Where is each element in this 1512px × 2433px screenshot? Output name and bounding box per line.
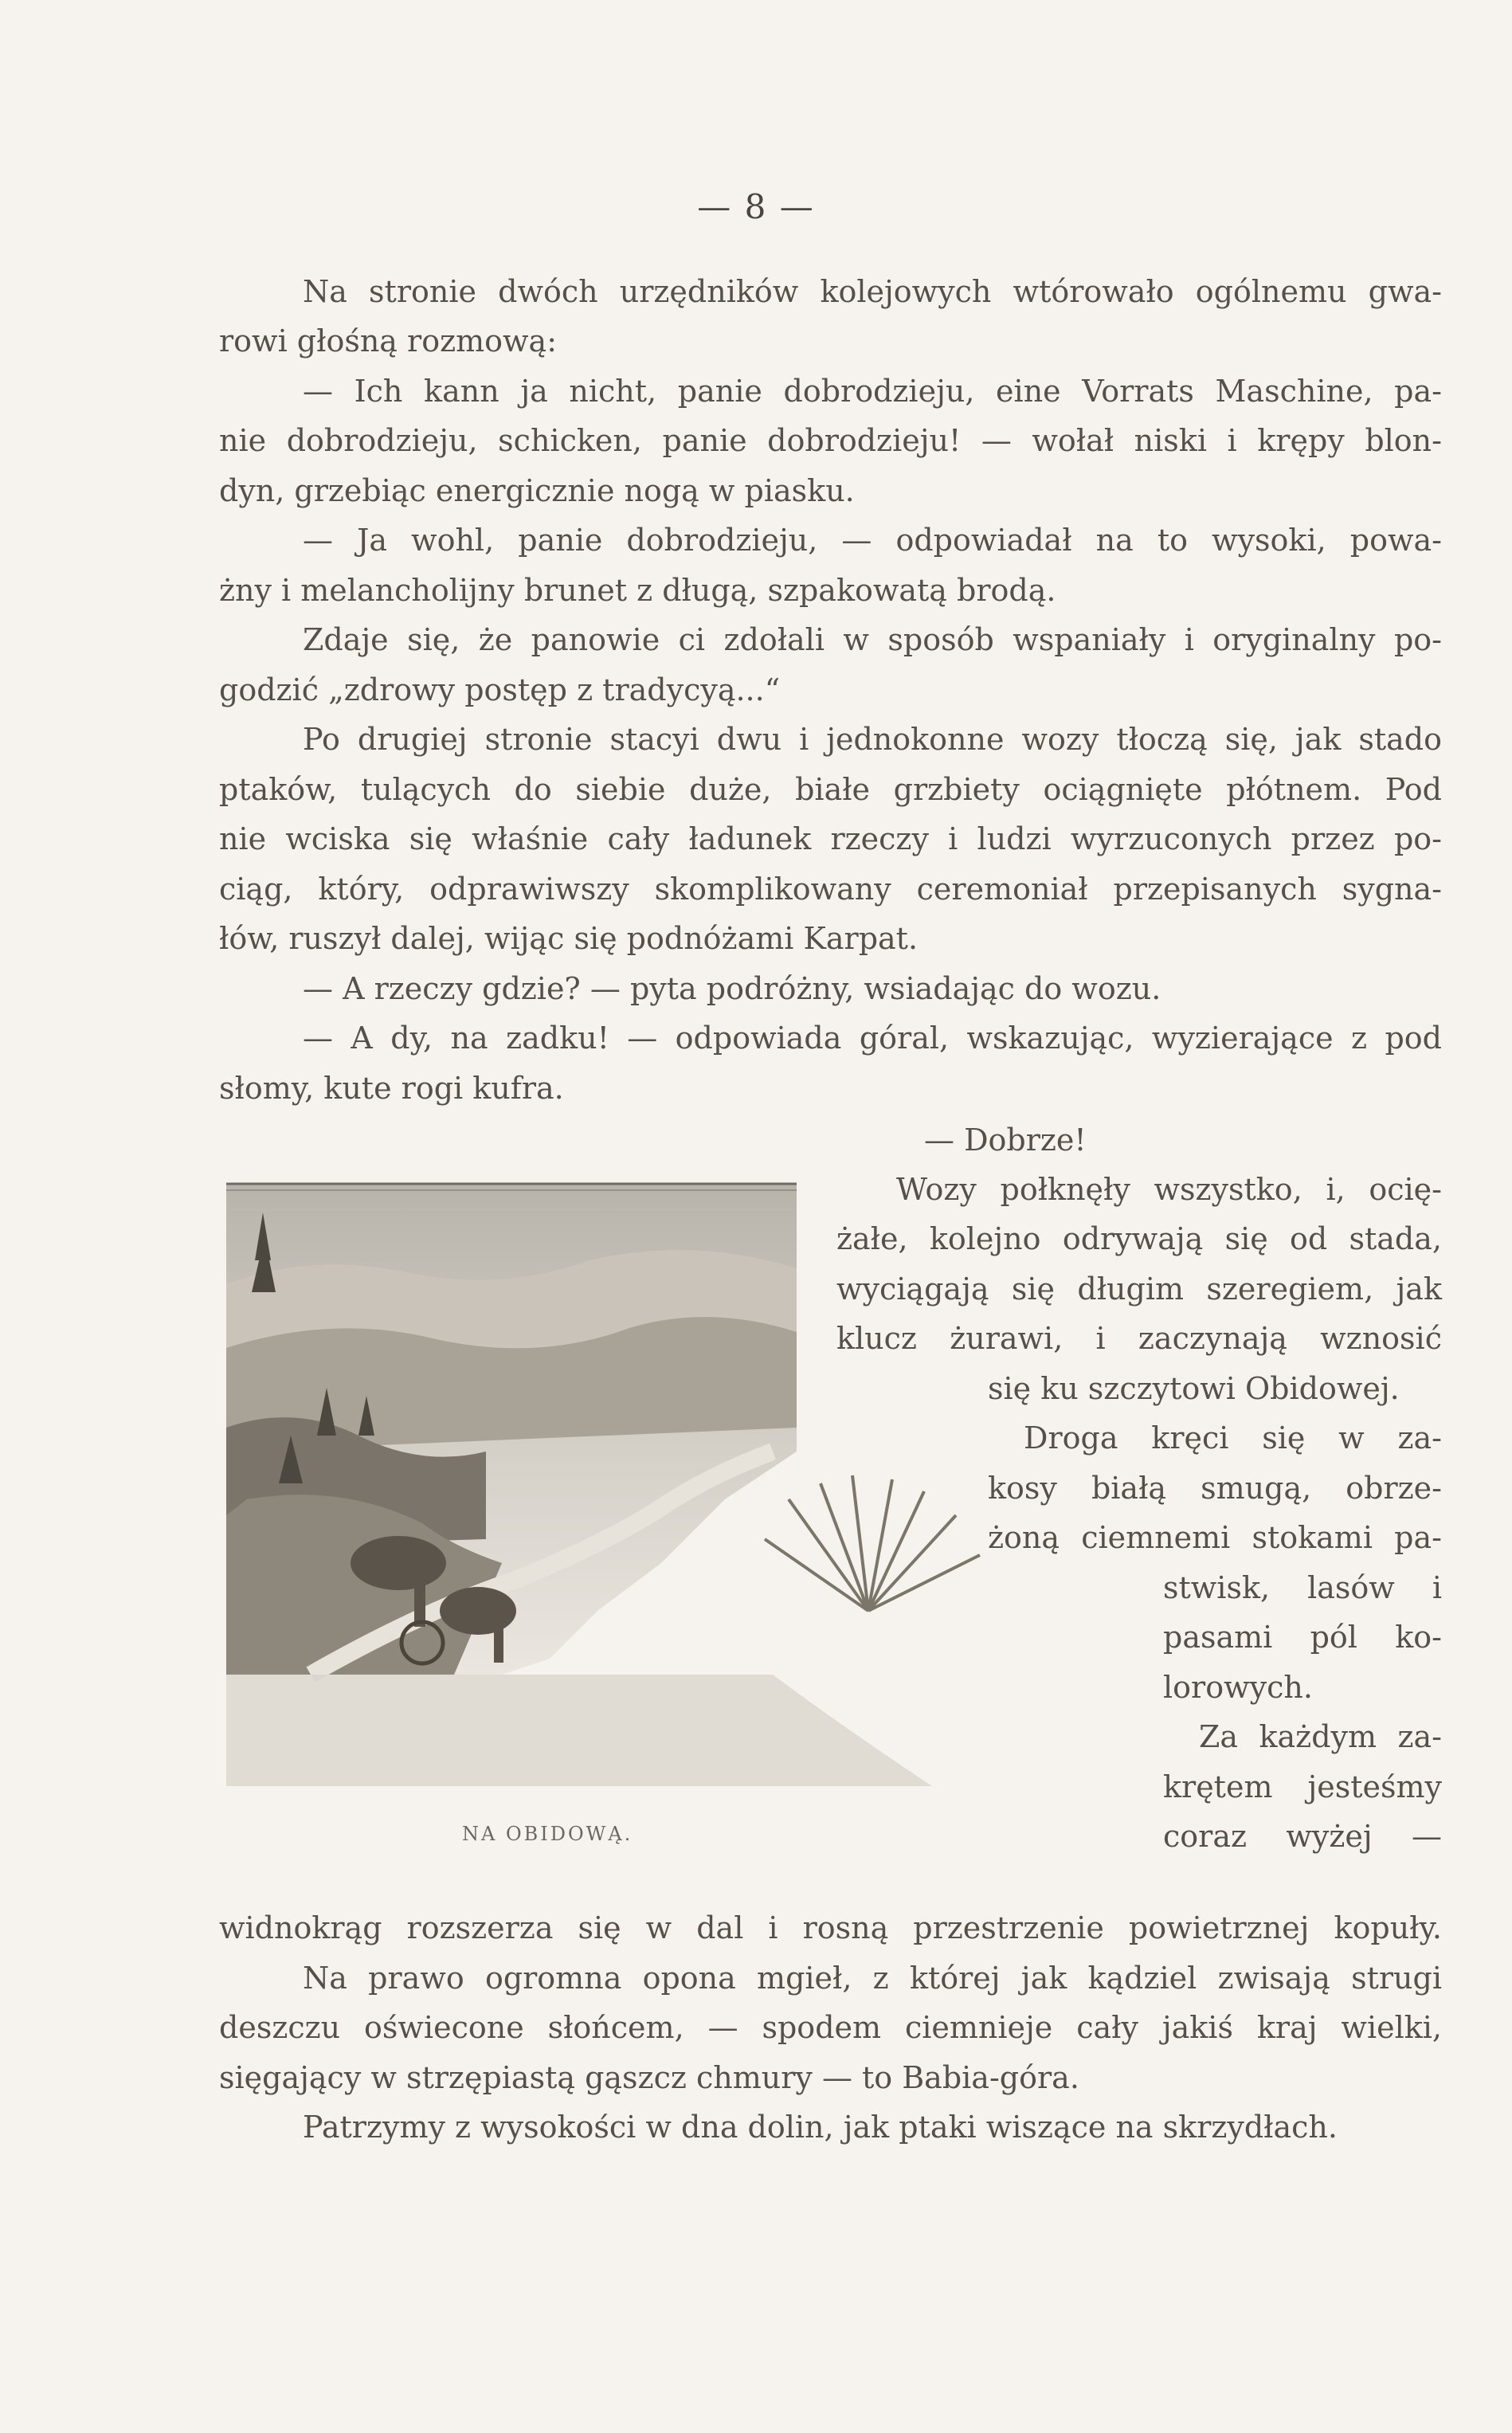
illustration-caption: NA OBIDOWĄ. xyxy=(462,1823,633,1845)
text-line: — A rzeczy gdzie? — pyta podróżny, wsiadając do wozu. xyxy=(303,971,1161,1006)
text-line: Patrzymy z wysokości w dna dolin, jak ptaki wiszące na skrzydłach. xyxy=(303,2110,1338,2145)
text-line: pasami pól ko- xyxy=(1163,1620,1442,1655)
illustration-mountain-road xyxy=(215,1165,1155,1812)
text-line: widnokrąg rozszerza się w dal i rosną przestrzenie powietrznej kopuły. xyxy=(219,1910,1442,1945)
text-line: żałe, kolejno odrywają się od stada, xyxy=(836,1221,1442,1256)
text-line: rowi głośną rozmową: xyxy=(219,323,557,358)
text-line: Droga kręci się w za- xyxy=(1024,1420,1442,1455)
text-line: coraz wyżej — xyxy=(1163,1819,1442,1854)
text-line: Wozy połknęły wszystko, i, ocię- xyxy=(896,1172,1442,1207)
text-line: deszczu oświecone słońcem, — spodem ciemnieje cały jakiś kraj wielki, xyxy=(219,2010,1442,2045)
grass-rays xyxy=(765,1475,980,1611)
text-line: żny i melancholijny brunet z długą, szpakowatą brodą. xyxy=(219,573,1056,608)
text-line: sięgający w strzępiastą gąszcz chmury — to Babia-góra. xyxy=(219,2060,1079,2095)
text-line: Po drugiej stronie stacyi dwu i jednokonne wozy tłoczą się, jak stado xyxy=(303,722,1442,757)
text-line: — Ich kann ja nicht, panie dobrodzieju, eine Vorrats Maschine, pa- xyxy=(303,374,1442,409)
text-line: dyn, grzebiąc energicznie nogą w piasku. xyxy=(219,473,855,508)
text-line: Zdaje się, że panowie ci zdołali w sposób wspaniały i oryginalny po- xyxy=(303,622,1442,657)
text-line: nie wciska się właśnie cały ładunek rzeczy i ludzi wyrzuconych przez po- xyxy=(219,821,1442,856)
text-line: lorowych. xyxy=(1163,1670,1313,1705)
text-line: ptaków, tulących do siebie duże, białe grzbiety ociągnięte płótnem. Pod xyxy=(219,772,1442,807)
text-line: Za każdym za- xyxy=(1199,1719,1442,1754)
text-line: słomy, kute rogi kufra. xyxy=(219,1071,564,1106)
text-line: żoną ciemnemi stokami pa- xyxy=(988,1520,1442,1555)
text-line: Na prawo ogromna opona mgieł, z której jak kądziel zwisają strugi xyxy=(303,1961,1442,1996)
text-line: łów, ruszył dalej, wijąc się podnóżami Karpat. xyxy=(219,921,919,956)
page-number: — 8 — xyxy=(697,187,815,226)
text-line: się ku szczytowi Obidowej. xyxy=(988,1371,1400,1406)
text-line: ciąg, który, odprawiwszy skomplikowany ceremoniał przepisanych sygna- xyxy=(219,872,1442,907)
text-line: stwisk, lasów i xyxy=(1163,1570,1442,1605)
text-line: Na stronie dwóch urzędników kolejowych wtórowało ogólnemu gwa- xyxy=(303,274,1442,309)
text-line: krętem jesteśmy xyxy=(1163,1769,1442,1804)
text-line: kosy białą smugą, obrze- xyxy=(988,1471,1442,1506)
text-line: wyciągają się długim szeregiem, jak xyxy=(836,1271,1442,1307)
text-line: klucz żurawi, i zaczynają wznosić xyxy=(836,1321,1442,1356)
text-line: — Ja wohl, panie dobrodzieju, — odpowiadał na to wysoki, powa- xyxy=(303,523,1442,558)
text-line: — A dy, na zadku! — odpowiada góral, wskazując, wyzierające z pod xyxy=(303,1021,1442,1056)
text-line: nie dobrodzieju, schicken, panie dobrodzieju! — wołał niski i krępy blon- xyxy=(219,423,1442,458)
text-line: godzić „zdrowy postęp z tradycyą...“ xyxy=(219,672,781,707)
text-line: — Dobrze! xyxy=(924,1122,1087,1158)
